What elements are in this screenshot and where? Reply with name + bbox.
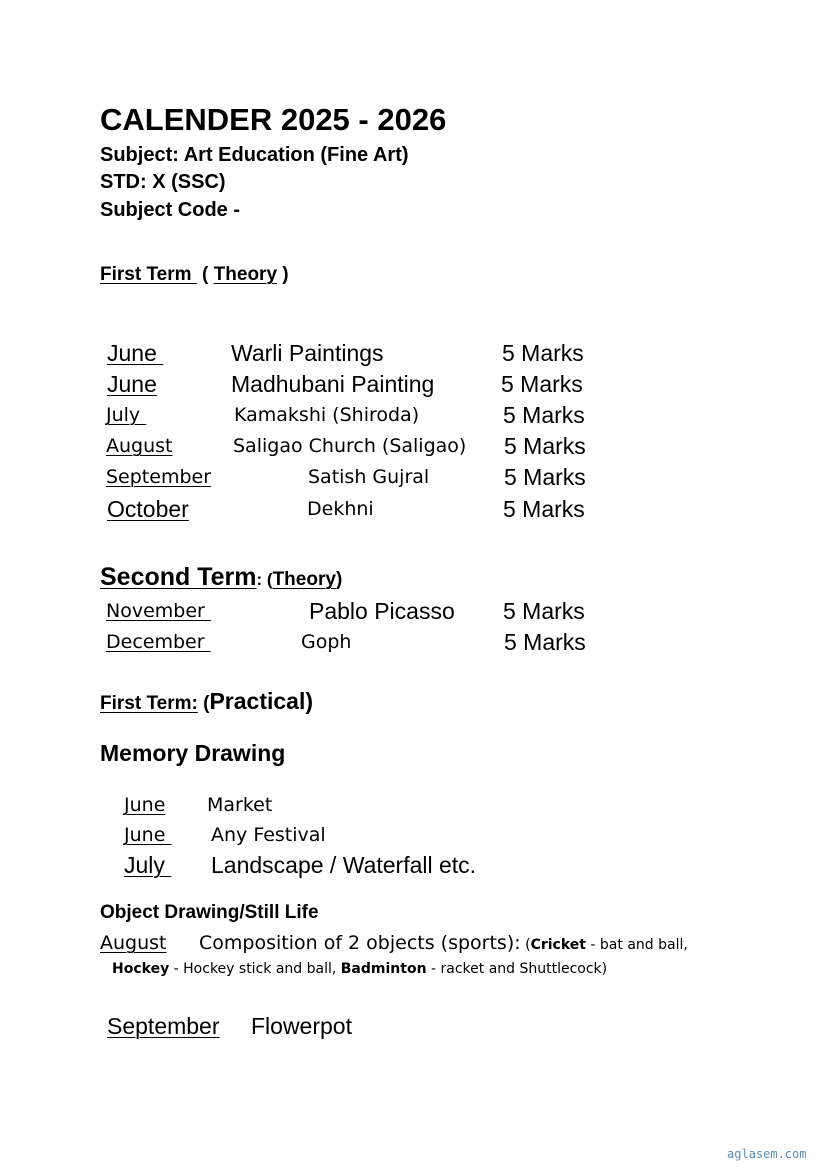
second-term-row-marks: 5 Marks bbox=[504, 629, 586, 655]
std-line: STD: X (SSC) bbox=[100, 171, 226, 193]
subject-code-line: Subject Code - bbox=[100, 199, 241, 221]
memory-row-month: June bbox=[124, 824, 172, 846]
heading-open: : ( bbox=[256, 570, 273, 589]
memory-row-topic: Any Festival bbox=[211, 824, 326, 846]
theory-row-topic: Kamakshi (Shiroda) bbox=[234, 404, 420, 426]
first-term-practical-heading bbox=[100, 688, 313, 715]
memory-drawing-heading: Memory Drawing bbox=[100, 740, 286, 766]
first-term-theory-heading bbox=[100, 264, 289, 286]
second-term-row-month: December bbox=[106, 631, 211, 653]
memory-row-topic: Market bbox=[207, 794, 273, 816]
heading-close: ) bbox=[277, 264, 289, 285]
theory-row-month: October bbox=[107, 496, 189, 522]
heading-first-term: First Term bbox=[100, 264, 197, 285]
heading-practical: Practical) bbox=[209, 688, 314, 714]
hockey-label: Hockey bbox=[112, 961, 170, 977]
second-term-row-topic: Pablo Picasso bbox=[309, 598, 455, 624]
theory-row-topic: Madhubani Painting bbox=[231, 371, 435, 397]
page-title: CALENDER 2025 - 2026 bbox=[100, 102, 447, 137]
heading-first-term: First Term: bbox=[100, 693, 198, 714]
september-month: September bbox=[107, 1013, 220, 1039]
theory-row-marks: 5 Marks bbox=[501, 371, 583, 397]
watermark-link[interactable]: aglasem.com bbox=[727, 1147, 807, 1161]
badminton-desc: - racket and Shuttlecock) bbox=[426, 961, 608, 977]
heading-theory: Theory bbox=[272, 569, 336, 590]
heading-close: ) bbox=[335, 569, 343, 590]
heading-open: ( bbox=[196, 264, 214, 285]
theory-row-marks: 5 Marks bbox=[503, 496, 585, 522]
september-topic: Flowerpot bbox=[251, 1013, 352, 1039]
theory-row-topic: Satish Gujral bbox=[308, 466, 430, 488]
theory-row-topic: Warli Paintings bbox=[231, 340, 384, 366]
heading-second-term: Second Term bbox=[100, 563, 257, 591]
second-term-heading bbox=[100, 563, 342, 592]
second-term-row-month: November bbox=[106, 600, 211, 622]
theory-row-month: June bbox=[107, 340, 164, 366]
theory-row-month: August bbox=[106, 435, 173, 457]
theory-row-marks: 5 Marks bbox=[504, 433, 586, 459]
memory-row-month: June bbox=[124, 794, 166, 816]
cricket-desc: - bat and ball, bbox=[585, 937, 688, 953]
cricket-label: Cricket bbox=[530, 937, 586, 953]
object-row-month: August bbox=[100, 932, 167, 954]
theory-row-marks: 5 Marks bbox=[503, 402, 585, 428]
second-term-row-topic: Goph bbox=[301, 631, 352, 653]
theory-row-topic: Dekhni bbox=[307, 498, 374, 520]
second-term-row-marks: 5 Marks bbox=[503, 598, 585, 624]
object-drawing-heading: Object Drawing/Still Life bbox=[100, 902, 319, 923]
badminton-label: Badminton bbox=[340, 961, 427, 977]
theory-row-topic: Saligao Church (Saligao) bbox=[233, 435, 467, 457]
theory-row-month: June bbox=[107, 371, 157, 397]
memory-row-month: July bbox=[124, 852, 172, 878]
subject-line: Subject: Art Education (Fine Art) bbox=[100, 144, 409, 166]
object-topic: Composition of 2 objects (sports): bbox=[199, 932, 521, 954]
object-detail-open: ( bbox=[520, 937, 531, 953]
theory-row-marks: 5 Marks bbox=[502, 340, 584, 366]
theory-row-marks: 5 Marks bbox=[504, 464, 586, 490]
theory-row-month: July bbox=[106, 404, 147, 426]
memory-row-topic: Landscape / Waterfall etc. bbox=[211, 852, 477, 878]
hockey-desc: - Hockey stick and ball, bbox=[169, 961, 341, 977]
object-row-topic bbox=[199, 932, 688, 954]
theory-row-month: September bbox=[106, 466, 212, 488]
heading-open: ( bbox=[197, 693, 210, 714]
object-detail-line bbox=[112, 961, 607, 977]
heading-theory: Theory bbox=[213, 264, 278, 285]
